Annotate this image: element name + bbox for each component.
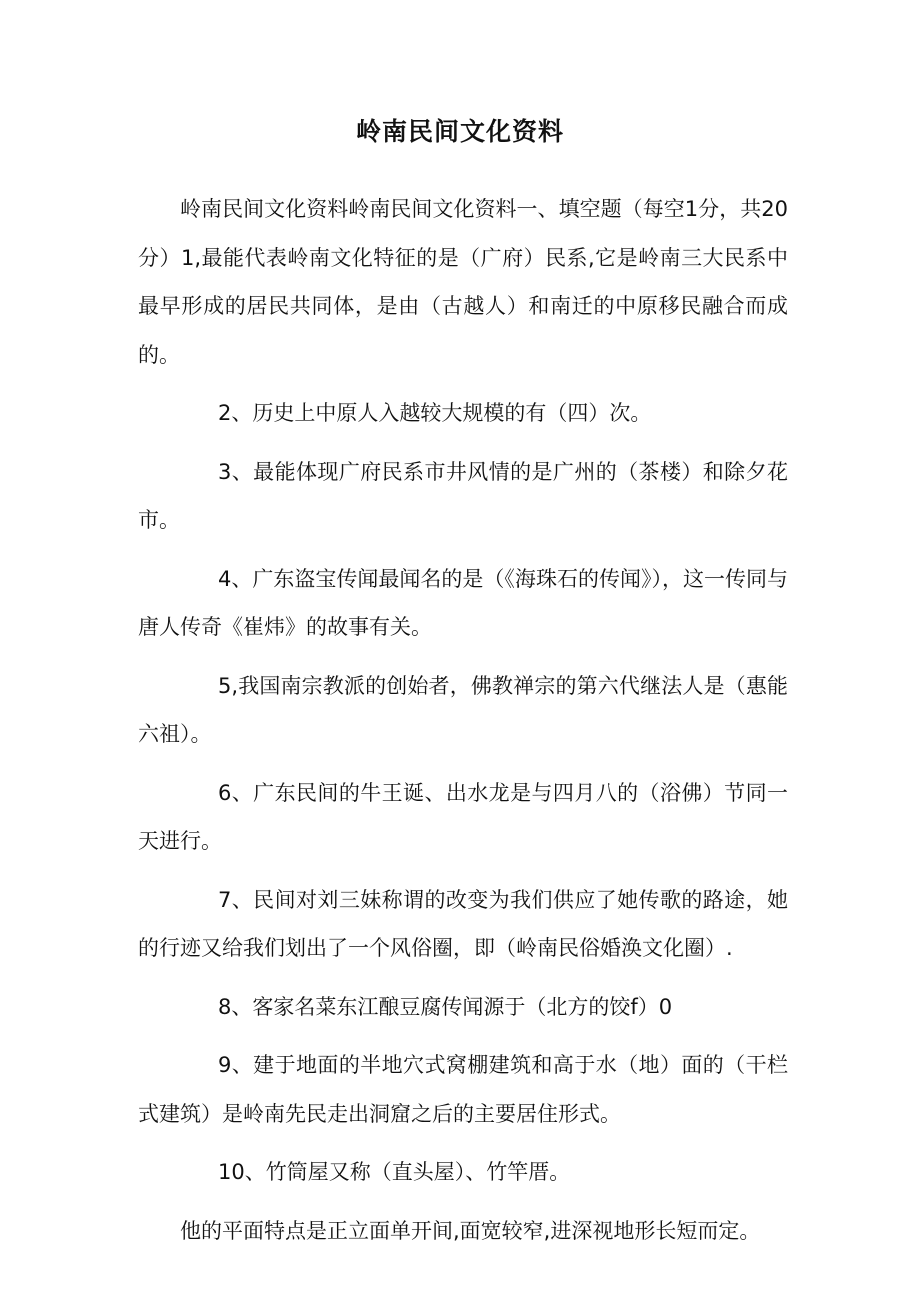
paragraph-intro: 岭南民间文化资料岭南民间文化资料一、填空题（每空1分，共20分）1,最能代表岭南文化特征的是（广府）民系,它是岭南三大民系中最早形成的居民共同体，是由（古越人）和南迁的中原移民融合而成的。 <box>138 197 788 367</box>
paragraph-item-9: 9、建于地面的半地穴式窝棚建筑和高于水（地）面的（干栏式建筑）是岭南先民走出洞窟之后的主要居住形式。 <box>138 1053 788 1126</box>
document-title: 岭南民间文化资料 <box>355 117 564 146</box>
paragraph-item-7: 7、民间对刘三妹称谓的改变为我们供应了她传歌的路途，她的行迹又给我们划出了一个风俗圈，即（岭南民俗婚涣文化圈）. <box>138 887 788 960</box>
paragraph-item-3: 3、最能体现广府民系市井风情的是广州的（茶楼）和除夕花市。 <box>138 459 788 532</box>
paragraph-item-10: 10、竹筒屋又称（直头屋）、竹竿厝。 <box>218 1160 571 1184</box>
paragraph-item-4: 4、广东盗宝传闻最闻名的是（《海珠石的传闻》），这一传同与唐人传奇《崔炜》的故事有关。 <box>138 566 788 639</box>
document-body <box>138 185 788 1255</box>
paragraph-item-2: 2、历史上中原人入越较大规模的有（四）次。 <box>218 401 652 425</box>
paragraph-item-6: 6、广东民间的牛王诞、出水龙是与四月八的（浴佛）节同一天进行。 <box>138 780 788 853</box>
paragraph-item-8: 8、客家名菜东江酿豆腐传闻源于（北方的饺f）0 <box>218 994 673 1019</box>
paragraph-item-5: 5,我国南宗教派的创始者，佛教禅宗的第六代继法人是（惠能六祖）。 <box>138 673 788 746</box>
paragraph-continuation: 他的平面特点是正立面单开间,面宽较窄,进深视地形长短而定。 <box>180 1218 761 1243</box>
